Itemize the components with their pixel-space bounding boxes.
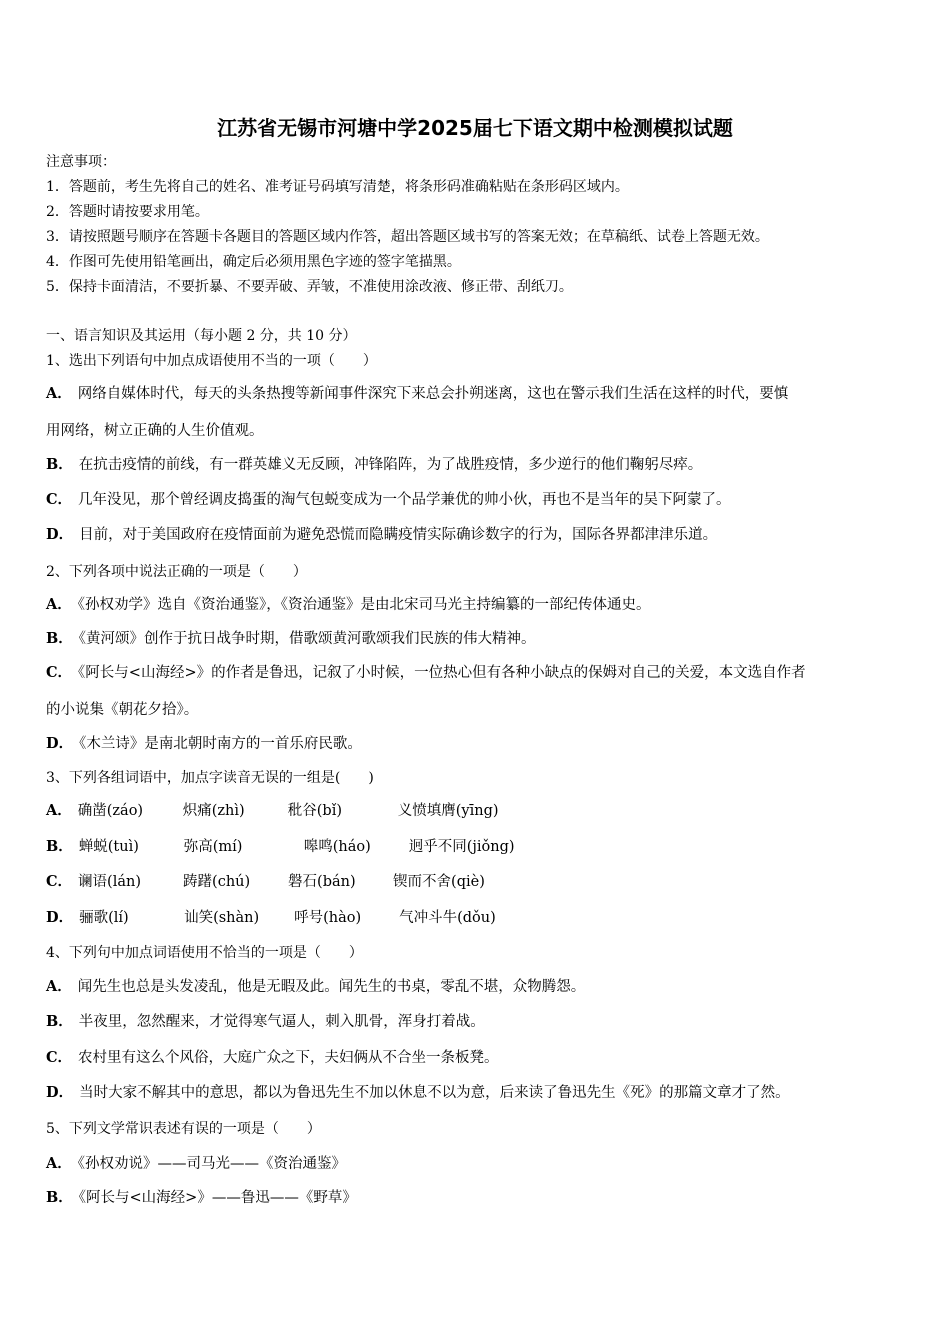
option-label: B． (46, 1013, 73, 1030)
q2-option-a (46, 595, 910, 615)
word-pinyin: 炽痛(zhì) (182, 803, 245, 819)
option-label: C． (46, 1049, 73, 1066)
option-text: 当时大家不解其中的意思，都以为鲁迅先生不加以休息不以为意，后来读了鲁迅先生《死》的那篇文章才了然。 (79, 1085, 790, 1101)
q2-stem: 2、下列各项中说法正确的一项是（ ） (46, 564, 307, 580)
q4-option-b (46, 1012, 910, 1032)
q4-option-a (46, 977, 910, 997)
word-pinyin: 确凿(záo) (77, 803, 144, 819)
option-text: 《黄河颂》创作于抗日战争时期，借歌颂黄河歌颂我们民族的伟大精神。 (78, 631, 536, 647)
q4-option-c (46, 1048, 910, 1068)
q3-option-d (46, 908, 910, 928)
option-label: B． (46, 630, 73, 647)
q3-option-c (46, 872, 910, 892)
word-pinyin: 秕谷(bǐ) (287, 803, 342, 819)
word-pinyin: 迥乎不同(jiǒng) (408, 839, 515, 855)
notice-heading: 注意事项： (46, 154, 116, 170)
option-text: 几年没见，那个曾经调皮捣蛋的淘气包蜕变成为一个品学兼优的帅小伙，再也不是当年的吴下阿蒙了。 (78, 492, 731, 508)
q4-stem: 4、下列句中加点词语使用不恰当的一项是（ ） (46, 945, 363, 961)
option-label: A． (46, 978, 72, 995)
option-label: D． (46, 909, 74, 926)
option-text: 《阿长与<山海经>》——鲁迅——《野草》 (78, 1190, 357, 1206)
word-pinyin: 呼号(hào) (294, 910, 362, 926)
option-label: C． (46, 873, 73, 890)
notice-item: 4．作图可先使用铅笔画出，确定后必须用黑色字迹的签字笔描黑。 (46, 254, 461, 270)
q5-stem: 5、下列文学常识表述有误的一项是（ ） (46, 1121, 321, 1137)
q3-stem: 3、下列各组词语中，加点字读音无误的一组是( ) (46, 770, 374, 786)
option-label: B． (46, 838, 73, 855)
option-text: 网络自媒体时代，每天的头条热搜等新闻事件深究下来总会扑朔迷离，这也在警示我们生活在这样的时代，要慎 (77, 386, 789, 402)
q3-option-b (46, 837, 910, 857)
option-label: C． (46, 664, 73, 681)
option-label: A． (46, 596, 72, 613)
notice-item: 2．答题时请按要求用笔。 (46, 204, 209, 220)
option-label: B． (46, 456, 73, 473)
q2-option-b (46, 629, 910, 649)
q5-option-a (46, 1154, 910, 1174)
q1-option-a-cont: 用网络，树立正确的人生价值观。 (46, 423, 264, 439)
q2-option-c (46, 663, 910, 683)
word-pinyin: 踌躇(chú) (183, 874, 251, 890)
notice-item: 5．保持卡面清洁，不要折暴、不要弄破、弄皱，不准使用涂改液、修正带、刮纸刀。 (46, 279, 573, 295)
q1-option-c (46, 490, 910, 510)
option-text: 目前，对于美国政府在疫情面前为避免恐慌而隐瞒疫情实际确诊数字的行为，国际各界都津津乐道。 (79, 527, 718, 543)
option-label: A． (46, 802, 72, 819)
notice-item: 3．请按照题号顺序在答题卡各题目的答题区域内作答，超出答题区域书写的答案无效；在草稿纸、试卷上答题无效。 (46, 229, 769, 245)
option-label: D． (46, 1084, 74, 1101)
word-pinyin: 嗥鸣(háo) (303, 839, 371, 855)
q2-option-d (46, 734, 910, 754)
notice-item: 1．答题前，考生先将自己的姓名、准考证号码填写清楚，将条形码准确粘贴在条形码区域内。 (46, 179, 629, 195)
option-label: C． (46, 491, 73, 508)
option-label: A． (46, 385, 72, 402)
q4-option-d (46, 1083, 910, 1103)
q1-option-a (46, 384, 910, 404)
option-text: 《孙权劝学》选自《资治通鉴》，《资治通鉴》是由北宋司马光主持编纂的一部纪传体通史。 (77, 597, 651, 613)
option-text: 农村里有这么个风俗，大庭广众之下，夫妇俩从不合坐一条板凳。 (78, 1050, 499, 1066)
q1-option-b (46, 455, 910, 475)
option-label: D． (46, 735, 74, 752)
word-pinyin: 义愤填膺(yīng) (397, 803, 499, 819)
word-pinyin: 弥高(mí) (183, 839, 243, 855)
word-pinyin: 谰语(lán) (78, 874, 141, 890)
option-text: 在抗击疫情的前线，有一群英雄义无反顾，冲锋陷阵，为了战胜疫情，多少逆行的他们鞠躬尽瘁。 (78, 457, 703, 473)
word-pinyin: 锲而不舍(qiè) (393, 874, 485, 890)
page-title: 江苏省无锡市河塘中学2025届七下语文期中检测模拟试题 (217, 116, 733, 140)
option-text: 《孙权劝说》——司马光——《资治通鉴》 (77, 1156, 347, 1172)
word-pinyin: 骊歌(lí) (79, 910, 129, 926)
word-pinyin: 讪笑(shàn) (184, 910, 260, 926)
word-pinyin: 气冲斗牛(dǒu) (399, 910, 496, 926)
q3-option-a (46, 801, 910, 821)
q1-option-d (46, 525, 910, 545)
section-heading: 一、语言知识及其运用（每小题 2 分，共 10 分） (46, 328, 357, 344)
option-text: 《木兰诗》是南北朝时南方的一首乐府民歌。 (79, 736, 362, 752)
q1-stem: 1、选出下列语句中加点成语使用不当的一项（ ） (46, 353, 377, 369)
option-text: 闻先生也总是头发凌乱，他是无暇及此。闻先生的书桌，零乱不堪，众物腾怨。 (77, 979, 586, 995)
option-label: B． (46, 1189, 73, 1206)
option-label: D． (46, 526, 74, 543)
option-text: 《阿长与<山海经>》的作者是鲁迅，记叙了小时候，一位热心但有各种小缺点的保姆对自己的关爱，本文选自作者 (78, 665, 806, 681)
option-text: 半夜里，忽然醒来，才觉得寒气逼人，刺入肌骨，浑身打着战。 (78, 1014, 485, 1030)
word-pinyin: 磐石(bán) (288, 874, 356, 890)
q5-option-b (46, 1188, 910, 1208)
word-pinyin: 蝉蜕(tuì) (78, 839, 139, 855)
option-label: A． (46, 1155, 72, 1172)
q2-option-c-cont: 的小说集《朝花夕拾》。 (46, 702, 199, 718)
